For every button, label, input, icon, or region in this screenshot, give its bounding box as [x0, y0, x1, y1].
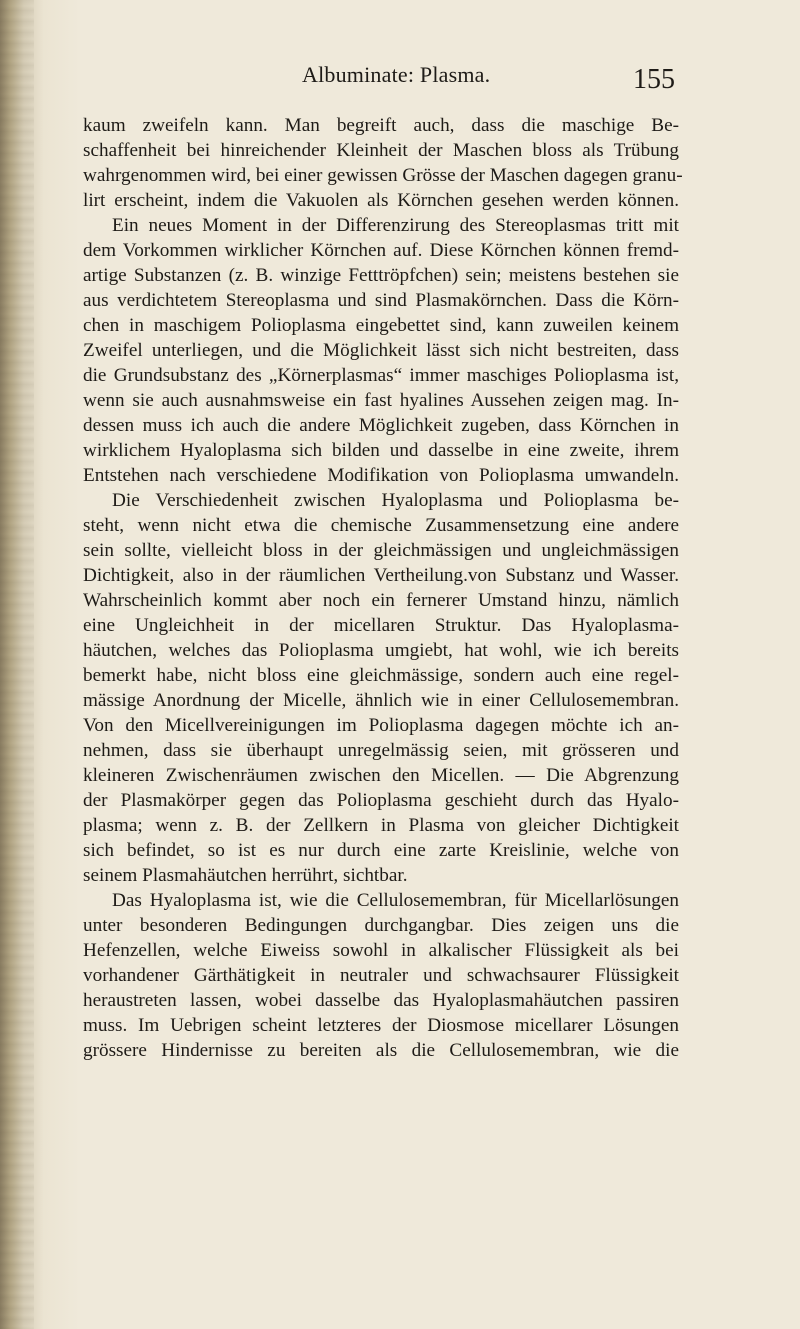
text-line: grössere Hindernisse zu bereiten als die Cellulosemembran, wie die — [83, 1040, 679, 1061]
text-line: die Grundsubstanz des „Körnerplasmas“ immer maschiges Polioplasma ist, — [83, 365, 679, 386]
text-line: wenn sie auch ausnahmsweise ein fast hyalines Aussehen zeigen mag. In- — [83, 390, 679, 411]
text-line: bemerkt habe, nicht bloss eine gleichmässige, sondern auch eine regel- — [83, 665, 679, 686]
text-line: heraustreten lassen, wobei dasselbe das Hyaloplasmahäutchen passiren — [83, 990, 679, 1011]
text-line: Zweifel unterliegen, und die Möglichkeit lässt sich nicht bestreiten, dass — [83, 340, 679, 361]
text-line: Dichtigkeit, also in der räumlichen Vertheilung.von Substanz und Wasser. — [83, 565, 679, 586]
text-line: artige Substanzen (z. B. winzige Fetttröpfchen) sein; meistens bestehen sie — [83, 265, 679, 286]
text-line: Das Hyaloplasma ist, wie die Cellulosemembran, für Micellarlösungen — [112, 890, 679, 911]
text-line: mässige Anordnung der Micelle, ähnlich wie in einer Cellulosemembran. — [83, 690, 679, 711]
binding-gutter-shadow — [0, 0, 34, 1329]
text-line: der Plasmakörper gegen das Polioplasma geschieht durch das Hyalo- — [83, 790, 679, 811]
text-line: steht, wenn nicht etwa die chemische Zusammensetzung eine andere — [83, 515, 679, 536]
text-line: eine Ungleichheit in der micellaren Struktur. Das Hyaloplasma- — [83, 615, 679, 636]
text-line: Entstehen nach verschiedene Modifikation von Polioplasma umwandeln. — [83, 465, 679, 486]
text-line: unter besonderen Bedingungen durchgangbar. Dies zeigen uns die — [83, 915, 679, 936]
text-line: kleineren Zwischenräumen zwischen den Micellen. — Die Abgrenzung — [83, 765, 679, 786]
text-line: schaffenheit bei hinreichender Kleinheit der Maschen bloss als Trübung — [83, 140, 679, 161]
text-line: Ein neues Moment in der Differenzirung des Stereoplasmas tritt mit — [112, 215, 679, 236]
text-line: seinem Plasmahäutchen herrührt, sichtbar. — [83, 865, 408, 886]
text-line: sein sollte, vielleicht bloss in der gleichmässigen und ungleichmässigen — [83, 540, 679, 561]
paragraph — [83, 488, 679, 888]
text-line: Die Verschiedenheit zwischen Hyaloplasma und Polioplasma be- — [112, 490, 679, 511]
page-number: 155 — [633, 64, 675, 95]
text-line: plasma; wenn z. B. der Zellkern in Plasma von gleicher Dichtigkeit — [83, 815, 679, 836]
text-line: Hefenzellen, welche Eiweiss sowohl in alkalischer Flüssigkeit als bei — [83, 940, 679, 961]
text-line: nehmen, dass sie überhaupt unregelmässig seien, mit grösseren und — [83, 740, 679, 761]
text-line: dessen muss ich auch die andere Möglichkeit zugeben, dass Körnchen in — [83, 415, 679, 436]
paragraph — [83, 113, 683, 213]
paragraph — [83, 888, 679, 1063]
text-line: wirklichem Hyaloplasma sich bilden und dasselbe in eine zweite, ihrem — [83, 440, 679, 461]
text-line: lirt erscheint, indem die Vakuolen als Körnchen gesehen werden können. — [83, 190, 679, 211]
text-line: wahrgenommen wird, bei einer gewissen Grösse der Maschen dagegen granu- — [83, 165, 683, 186]
body-text — [83, 113, 683, 1063]
text-line: Von den Micellvereinigungen im Polioplasma dagegen möchte ich an- — [83, 715, 679, 736]
text-line: dem Vorkommen wirklicher Körnchen auf. Diese Körnchen können fremd- — [83, 240, 679, 261]
text-line: sich befindet, so ist es nur durch eine zarte Kreislinie, welche von — [83, 840, 679, 861]
text-line: muss. Im Uebrigen scheint letzteres der Diosmose micellarer Lösungen — [83, 1015, 679, 1036]
text-line: vorhandener Gärthätigkeit in neutraler und schwachsaurer Flüssigkeit — [83, 965, 679, 986]
text-line: aus verdichtetem Stereoplasma und sind Plasmakörnchen. Dass die Körn- — [83, 290, 679, 311]
running-head — [0, 62, 800, 102]
text-line: chen in maschigem Polioplasma eingebettet sind, kann zuweilen keinem — [83, 315, 679, 336]
text-line: Wahrscheinlich kommt aber noch ein fernerer Umstand hinzu, nämlich — [83, 590, 679, 611]
paragraph — [83, 213, 679, 488]
text-line: kaum zweifeln kann. Man begreift auch, dass die maschige Be- — [83, 115, 679, 136]
running-title: Albuminate: Plasma. — [302, 62, 491, 87]
text-line: häutchen, welches das Polioplasma umgiebt, hat wohl, wie ich bereits — [83, 640, 679, 661]
